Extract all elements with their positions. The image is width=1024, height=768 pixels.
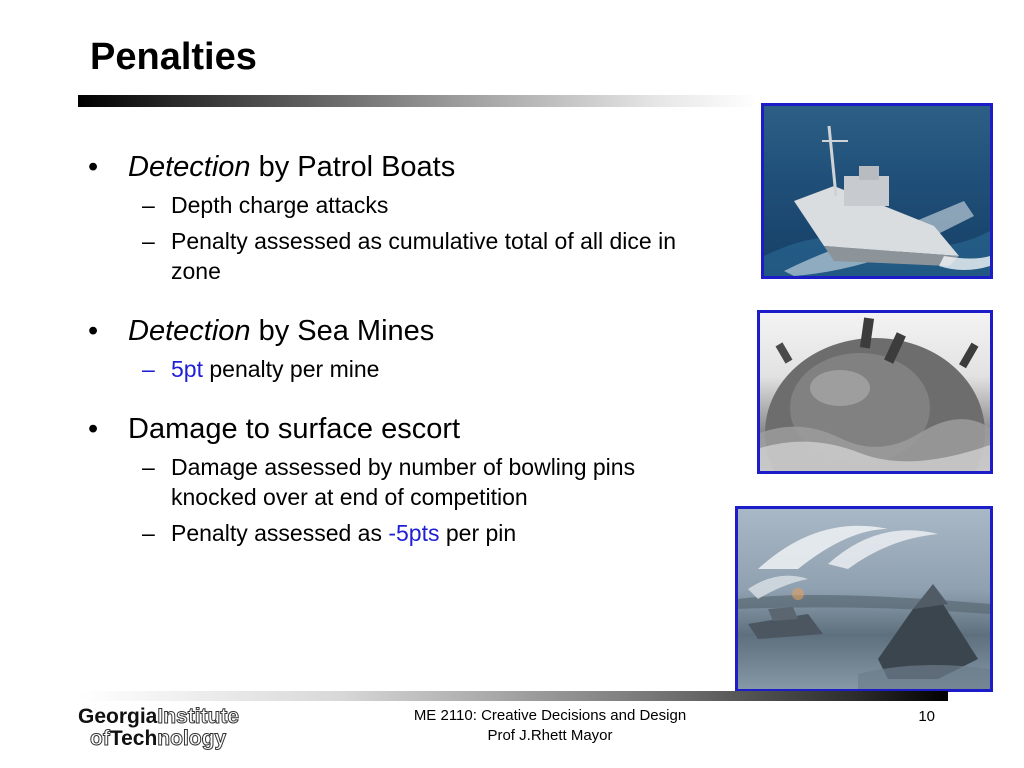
page-number: 10 xyxy=(918,708,935,725)
sub-bullet-text: per pin xyxy=(439,520,517,546)
bullet-text: by Sea Mines xyxy=(250,315,435,347)
sub-bullet-cumulative-penalty xyxy=(88,226,691,286)
georgia-tech-logo xyxy=(78,706,308,752)
sub-bullet-marker: – xyxy=(142,356,155,382)
bullet-marker: • xyxy=(88,151,99,183)
sub-bullet-marker: – xyxy=(142,520,155,546)
bullet-text: Damage to surface escort xyxy=(128,413,461,445)
bullet-patrol-boats xyxy=(88,150,708,184)
sub-bullet-marker: – xyxy=(142,228,155,254)
bullet-sea-mines xyxy=(88,314,708,348)
sub-bullet-mine-penalty xyxy=(88,354,708,384)
bullet-marker: • xyxy=(88,413,99,445)
bullet-emphasis: Detection xyxy=(128,315,251,347)
title-divider xyxy=(78,95,758,107)
sub-bullet-text: penalty per mine xyxy=(202,356,380,382)
course-title: ME 2110: Creative Decisions and Design xyxy=(413,707,687,724)
slide-title: Penalties xyxy=(90,36,257,78)
sub-bullet-bowling-pins xyxy=(88,452,651,512)
slide-body xyxy=(88,150,708,548)
patrol-boat-image xyxy=(761,103,993,279)
instructor-name: Prof J.Rhett Mayor xyxy=(487,727,613,744)
sub-bullet-text: Depth charge attacks xyxy=(171,192,389,218)
sub-bullet-text: Damage assessed by number of bowling pins knocked over at end of competition xyxy=(171,454,636,510)
penalty-highlight: 5pt xyxy=(171,356,203,382)
bullet-text: by Patrol Boats xyxy=(250,151,456,183)
sub-bullet-depth-charge xyxy=(88,190,708,220)
sub-bullet-text: Penalty assessed as xyxy=(171,520,389,546)
penalty-highlight: -5pts xyxy=(388,520,440,546)
sub-bullet-text: Penalty assessed as cumulative total of all dice in zone xyxy=(171,228,676,284)
sub-bullet-pin-penalty xyxy=(88,518,708,548)
course-info xyxy=(370,706,730,746)
sub-bullet-marker: – xyxy=(142,454,155,480)
surface-escort-image xyxy=(735,506,993,692)
logo-row-2: ofTechnology xyxy=(90,727,227,750)
sub-bullet-marker: – xyxy=(142,192,155,218)
bullet-marker: • xyxy=(88,315,99,347)
sea-mine-image xyxy=(757,310,993,474)
bullet-emphasis: Detection xyxy=(128,151,251,183)
footer-divider xyxy=(78,691,948,701)
logo-row-1: GeorgiaInstitute xyxy=(78,705,240,728)
bullet-surface-escort xyxy=(88,412,708,446)
